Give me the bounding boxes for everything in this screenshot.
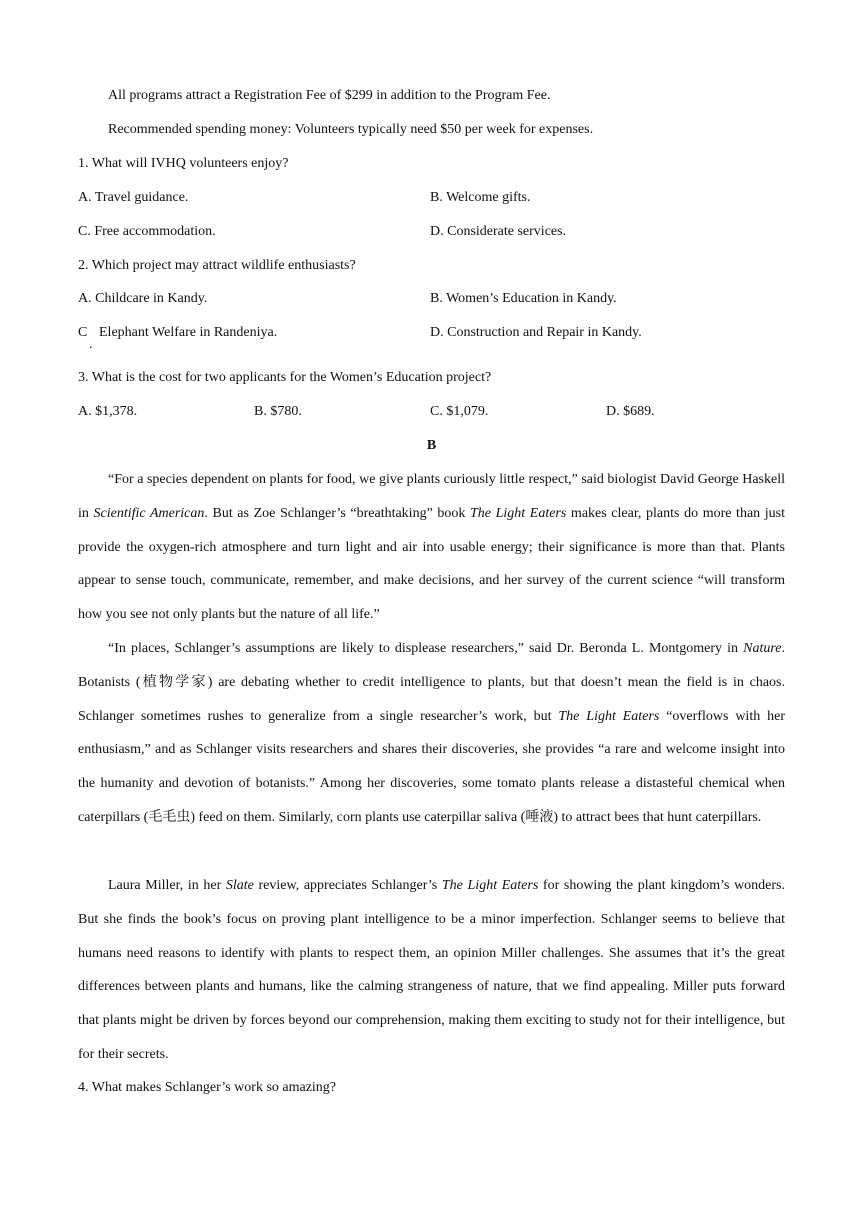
question-2-option-b: B. Women’s Education in Kandy.: [430, 291, 617, 306]
p1-text-c: makes clear, plants do more than just provide the oxygen-rich atmosphere and turn light and air into usable energy; their significance is more than that. Plants appear to sense touch, communicate, remember, and make decisions, and her survey of the current science “will transform how you see not only plants but the nature of all life.”: [78, 505, 785, 623]
question-3-option-b: B. $780.: [254, 404, 302, 419]
p2-text-c: “overflows with her enthusiasm,” and as Schlanger visits researchers and shares their discoveries, she provides “a rare and welcome insight into the humanity and devotion of botanists.” Among her discoveries, some tomato plants release a distasteful chemical when caterpillars (毛毛虫) feed on them. Similarly, corn plants use caterpillar saliva (唾液) to attract bees that hunt caterpillars.: [78, 708, 785, 825]
p3-text-b: review, appreciates Schlanger’s: [253, 878, 442, 893]
question-3-option-a: A. $1,378.: [78, 404, 138, 419]
question-1-option-a: A. Travel guidance.: [78, 190, 189, 205]
p3-text-c: for showing the plant kingdom’s wonders. But she finds the book’s focus on proving plant intelligence to be a minor imperfection. Schlanger seems to believe that humans need reasons to identify with plants to respect them, an opinion Miller challenges. She assumes that it’s the great differences between plants and humans, like the calming strangeness of nature, that we find appealing. Miller puts forward that plants might be driven by forces beyond our comprehension, making them exciting to study not for their intelligence, but for their secrets.: [78, 878, 785, 1062]
passage-paragraph-1: [78, 463, 785, 632]
passage-paragraph-3: [78, 869, 785, 1072]
question-2-option-c-text: Elephant Welfare in Randeniya.: [99, 325, 278, 340]
p1-text-a: “For a species dependent on plants for food, we give plants curiously little respect,” said biologist David George Haskell in: [78, 472, 785, 521]
question-1-option-c: C. Free accommodation.: [78, 224, 216, 239]
misplaced-period-dot: .: [89, 337, 93, 352]
p2-text-b: . Botanists (植物学家) are debating whether to credit intelligence to plants, but that doesn’t mean the field is in chaos. Schlanger sometimes rushes to generalize from a single researcher’s work, but: [78, 641, 785, 724]
question-2-option-d: D. Construction and Repair in Kandy.: [430, 325, 642, 340]
p3-italic-source: Slate: [225, 878, 254, 893]
section-b-title: B: [426, 438, 437, 453]
question-3-option-d: D. $689.: [606, 404, 655, 419]
p2-italic-book: The Light Eaters: [558, 708, 660, 724]
passage-paragraph-2: [78, 632, 785, 835]
registration-fee-note: All programs attract a Registration Fee of $299 in addition to the Program Fee.: [108, 88, 551, 103]
p3-text-a: Laura Miller, in her: [108, 878, 226, 893]
spending-money-note: Recommended spending money: Volunteers typically need $50 per week for expenses.: [108, 122, 594, 137]
question-3-option-c: C. $1,079.: [430, 404, 489, 419]
p1-text-b: . But as Zoe Schlanger’s “breathtaking” book: [204, 505, 470, 521]
question-1-stem: 1. What will IVHQ volunteers enjoy?: [78, 156, 289, 171]
p2-text-a: “In places, Schlanger’s assumptions are likely to displease researchers,” said Dr. Beronda L. Montgomery in: [108, 641, 744, 656]
p1-italic-source: Scientific American: [93, 505, 205, 521]
question-1-option-b: B. Welcome gifts.: [430, 190, 531, 205]
p3-italic-book: The Light Eaters: [441, 878, 539, 893]
question-3-stem: 3. What is the cost for two applicants for the Women’s Education project?: [78, 370, 492, 385]
question-2-option-a: A. Childcare in Kandy.: [78, 291, 208, 306]
question-1-option-d: D. Considerate services.: [430, 224, 567, 239]
question-4-stem: 4. What makes Schlanger’s work so amazing?: [78, 1080, 337, 1095]
p1-italic-book: The Light Eaters: [470, 505, 567, 521]
question-2-option-c-letter: C: [78, 325, 88, 340]
question-2-stem: 2. Which project may attract wildlife enthusiasts?: [78, 258, 356, 273]
p2-italic-source: Nature: [743, 641, 782, 656]
